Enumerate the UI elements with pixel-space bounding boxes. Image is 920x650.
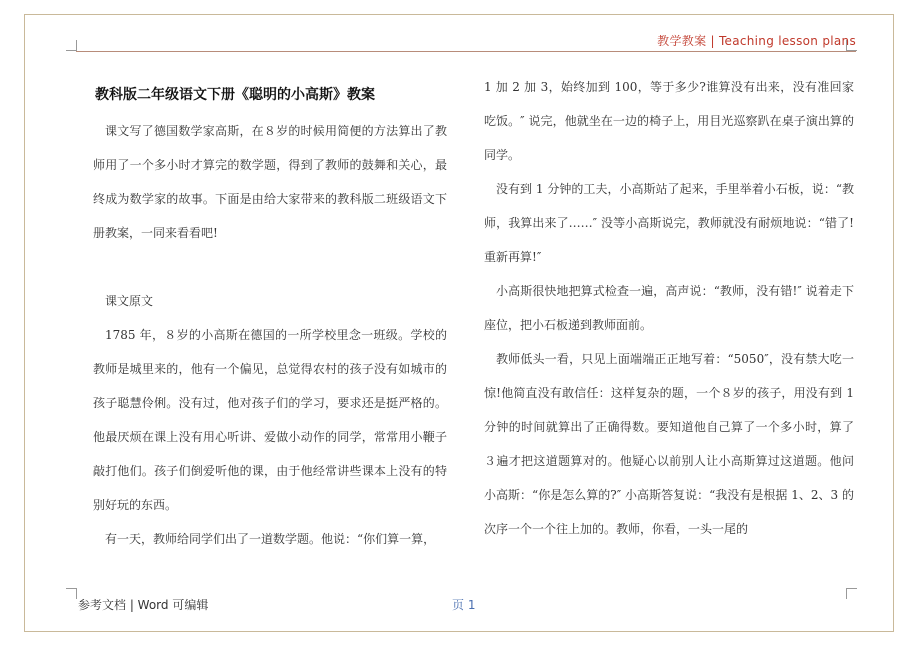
crop-mark-bottom-right <box>846 588 857 599</box>
header-rule <box>76 51 856 52</box>
spacer <box>93 250 447 284</box>
paragraph-text: 小高斯很快地把算式检查一遍，高声说：“教师，没有错!″ 说着走下座位，把小石板递到教师面前。 <box>484 284 854 332</box>
document-title: 教科版二年级语文下册《聪明的小高斯》教案 <box>95 87 375 103</box>
page-header: 教学教案 | Teaching lesson plans <box>657 34 856 48</box>
paragraph-text: 没有到 1 分钟的工夫，小高斯站了起来，手里举着小石板，说：“教师，我算出来了……″ 没等小高斯说完，教师就没有耐烦地说：“错了!重新再算!″ <box>484 182 854 264</box>
crop-mark-bottom-left <box>66 588 77 599</box>
right-column <box>484 70 854 546</box>
left-column <box>93 70 447 556</box>
paragraph-text: 有一天，教师给同学们出了一道数学题。他说：“你们算一算， <box>105 532 436 546</box>
crop-mark-top-left <box>66 40 77 51</box>
paragraph-text: 1785 年，８岁的小高斯在德国的一所学校里念一班级。学校的教师是城里来的，他有一个偏见，总觉得农村的孩子没有如城市的孩子聪慧伶俐。没有过，他对孩子们的学习，要求还是挺严格的。他最厌烦在课上没有用心听讲、爱做小动作的同学，常常用小鞭子敲打他们。孩子们倒爱听他的课，由于他经常讲些课本上没有的特别好玩的东西。 <box>93 328 447 512</box>
paragraph-text: 1 加 2 加 3，始终加到 100，等于多少?谁算没有出来，没有准回家吃饭。″ 说完，他就坐在一边的椅子上，用目光巡察趴在桌子演出算的同学。 <box>484 80 854 162</box>
paragraph-text: 教师低头一看，只见上面端端正正地写着：“5050″，没有禁大吃一惊!他简直没有敢信任：这样复杂的题，一个８岁的孩子，用没有到 1 分钟的时间就算出了正确得数。要知道他自己算了一个多小时，算了３遍才把这道题算对的。他疑心以前别人让小高斯算过这道题。他问小高斯：“你是怎么算的?″ 小高斯答复说：“我没有是根据 1、2、3 的次序一个一个往上加的。教师，你看，一头一尾的 <box>484 352 854 536</box>
page-number: 页 1 <box>452 598 476 612</box>
section-heading: 课文原文 <box>105 294 154 308</box>
footer-label: 参考文档 | Word 可编辑 <box>78 598 209 612</box>
paragraph-intro: 课文写了德国数学家高斯，在８岁的时候用简便的方法算出了教师用了一个多小时才算完的数学题，得到了教师的鼓舞和关心，最终成为数学家的故事。下面是由给大家带来的教科版二班级语文下册教案，一同来看看吧! <box>93 124 447 240</box>
